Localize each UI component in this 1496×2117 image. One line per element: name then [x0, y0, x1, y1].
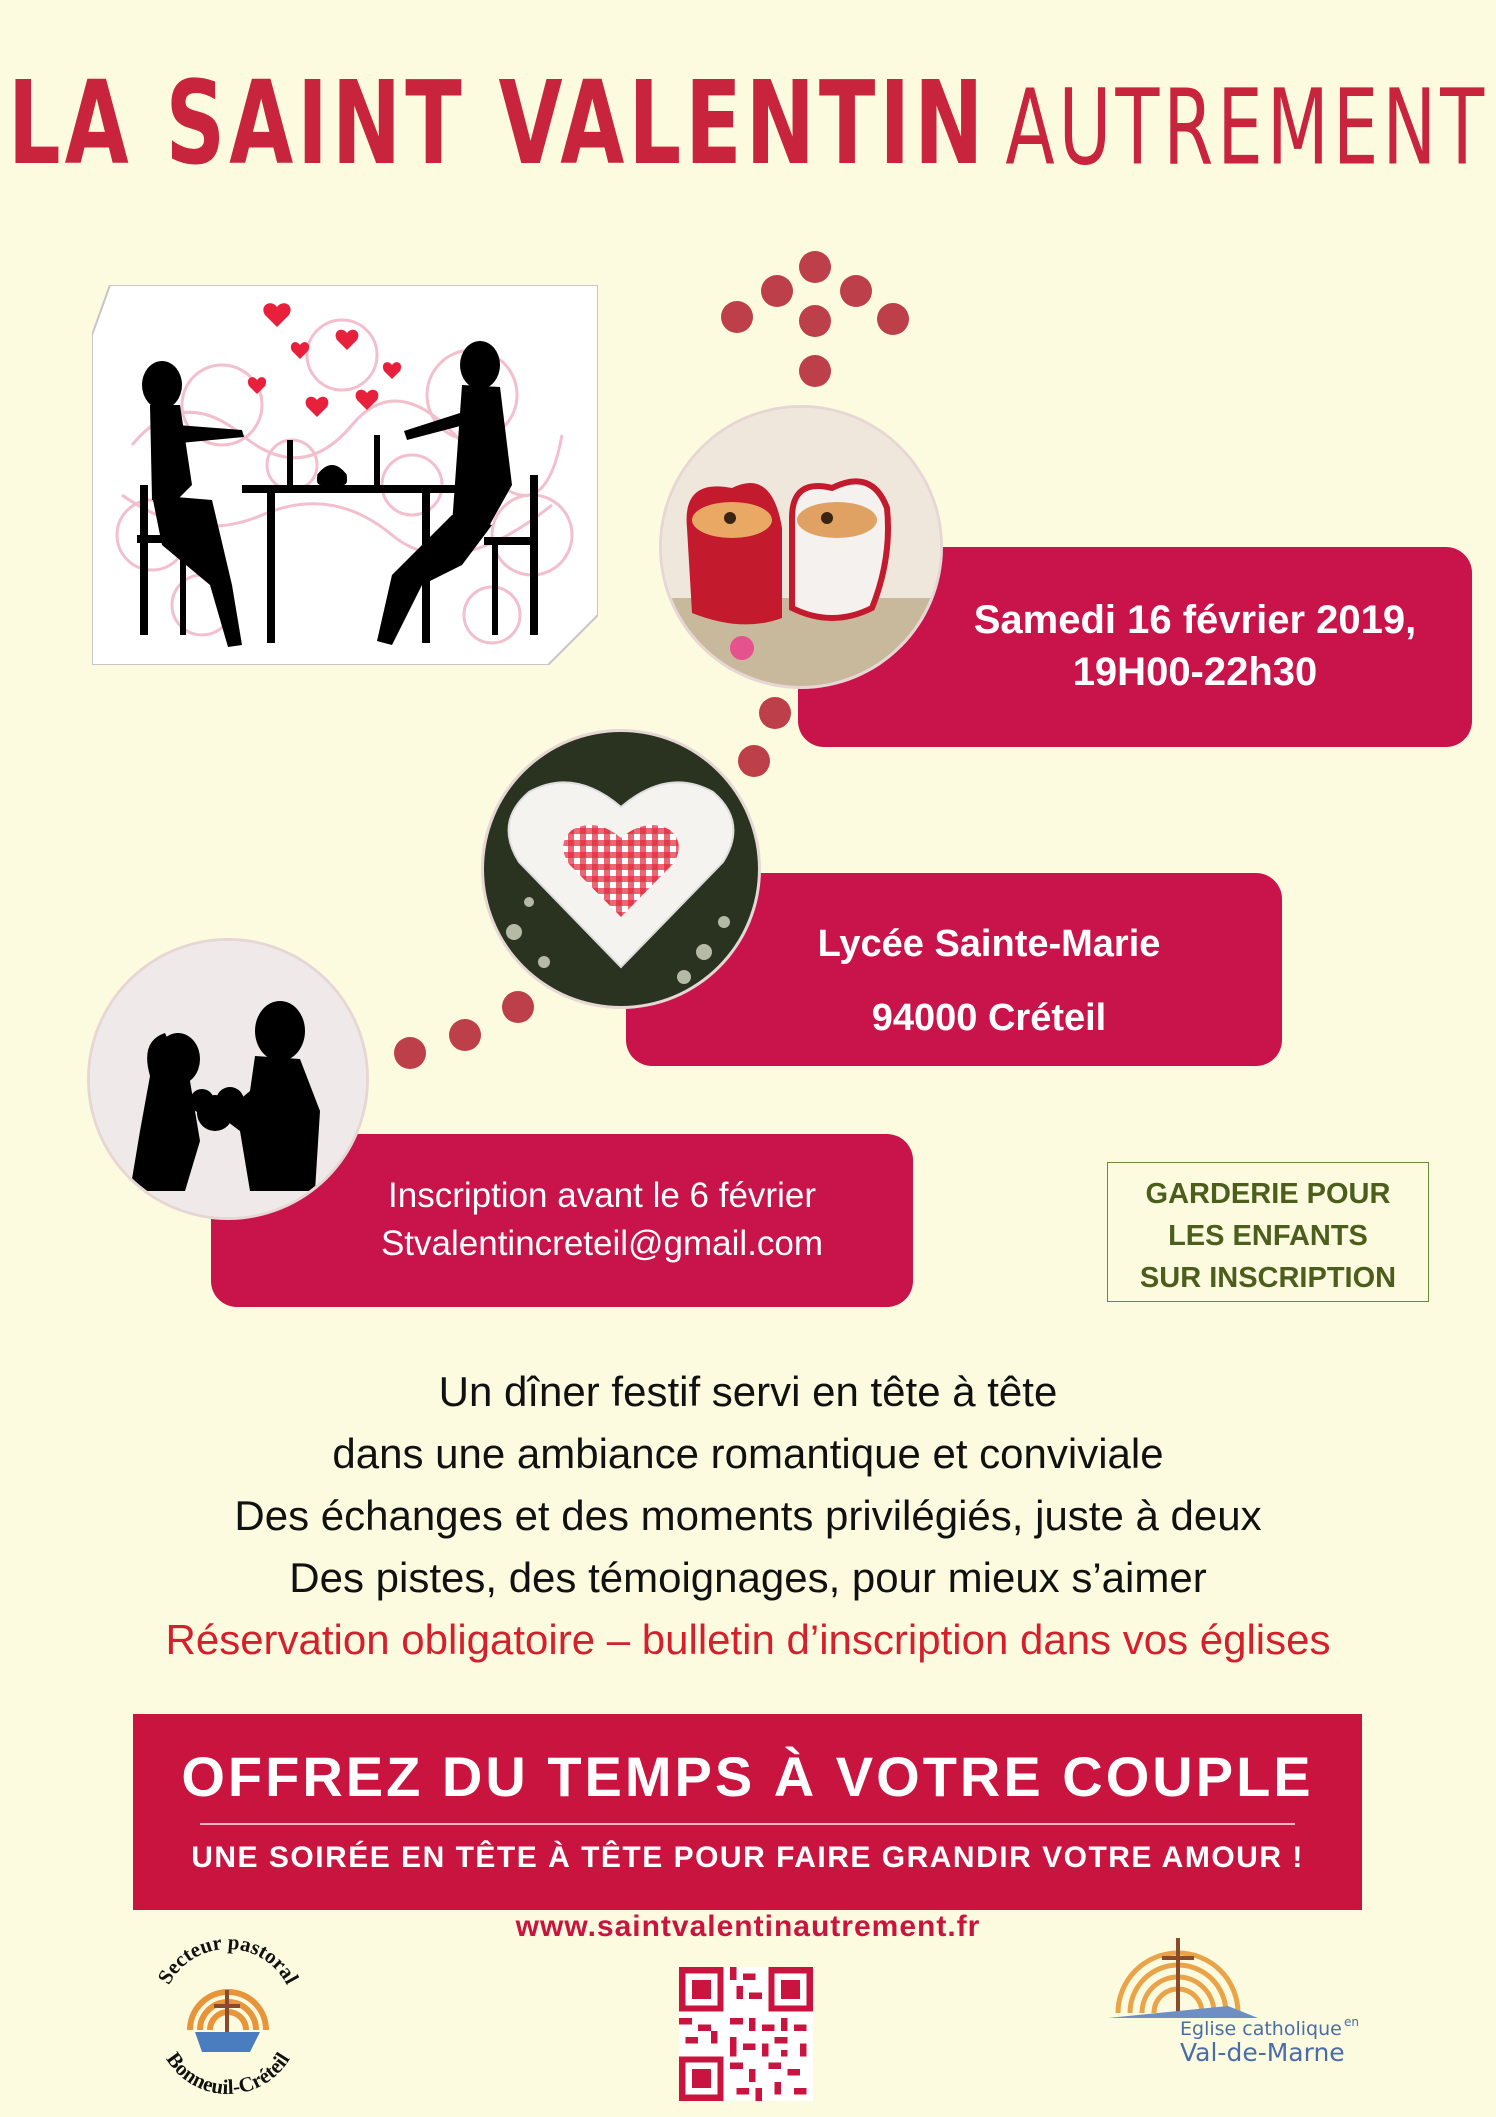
decorative-dot — [721, 301, 753, 333]
description-line: Des échanges et des moments privilégiés, juste à deux — [234, 1492, 1262, 1539]
page-title — [0, 56, 1496, 191]
reservation-notice: Réservation obligatoire – bulletin d’inscription dans vos églises — [165, 1616, 1331, 1663]
decorative-dot — [502, 991, 534, 1023]
gingham-heart-photo — [484, 732, 758, 1006]
event-description — [0, 1361, 1496, 1671]
decorative-dot — [449, 1019, 481, 1051]
banner-subline: UNE SOIRÉE EN TÊTE À TÊTE POUR FAIRE GRANDIR VOTRE AMOUR ! — [191, 1841, 1304, 1874]
description-line: Des pistes, des témoignages, pour mieux s’aimer — [289, 1554, 1207, 1601]
childcare-line3: SUR INSCRIPTION — [1139, 1262, 1397, 1294]
decorative-dot — [394, 1037, 426, 1069]
childcare-notice — [1107, 1162, 1429, 1302]
svg-text:Bonneuil-Créteil — [162, 2047, 295, 2099]
logo-left-top-text: Secteur pastoral — [152, 1929, 304, 1989]
couple-flowers-photo — [90, 941, 366, 1217]
banner-headline: OFFREZ DU TEMPS À VOTRE COUPLE — [181, 1745, 1314, 1808]
diocese-logo — [1098, 1918, 1368, 2093]
tagline-banner — [133, 1714, 1362, 1910]
heart-mugs-photo — [662, 408, 940, 686]
decorative-dot — [738, 745, 770, 777]
secteur-pastoral-logo — [140, 1920, 315, 2100]
venue-name: Lycée Sainte-Marie — [817, 923, 1161, 965]
registration-email[interactable]: Stvalentincreteil@gmail.com — [380, 1224, 824, 1263]
logo-right-line1: Eglise catholique — [1180, 2018, 1342, 2040]
decorative-dot — [877, 303, 909, 335]
svg-text:Secteur pastoral — [152, 1930, 303, 1988]
logo-right-line2: Val-de-Marne — [1180, 2038, 1345, 2067]
event-time: 19H00-22h30 — [1072, 650, 1318, 694]
logo-left-bottom-text: Bonneuil-Créteil — [161, 2047, 295, 2100]
banner-divider — [200, 1823, 1295, 1825]
couple-dinner-illustration — [92, 285, 598, 665]
registration-deadline: Inscription avant le 6 février — [388, 1176, 816, 1215]
title-part2: AUTREMENT — [1005, 67, 1489, 188]
title-part1: LA SAINT VALENTIN — [7, 56, 988, 191]
description-line: dans une ambiance romantique et conviviale — [332, 1430, 1164, 1477]
logo-right-small: en — [1344, 2015, 1359, 2029]
qr-code[interactable] — [679, 1967, 813, 2101]
decorative-dot — [759, 697, 791, 729]
decorative-dot — [799, 251, 831, 283]
childcare-line2: LES ENFANTS — [1168, 1220, 1368, 1252]
decorative-dot — [761, 275, 793, 307]
event-date: Samedi 16 février 2019, — [973, 598, 1417, 642]
venue-city: 94000 Créteil — [871, 997, 1107, 1039]
childcare-line1: GARDERIE POUR — [1145, 1178, 1391, 1210]
website-link[interactable]: www.saintvalentinautrement.fr — [515, 1910, 981, 1943]
decorative-dot — [799, 305, 831, 337]
description-line: Un dîner festif servi en tête à tête — [438, 1368, 1058, 1415]
decorative-dot — [840, 275, 872, 307]
decorative-dot — [799, 355, 831, 387]
